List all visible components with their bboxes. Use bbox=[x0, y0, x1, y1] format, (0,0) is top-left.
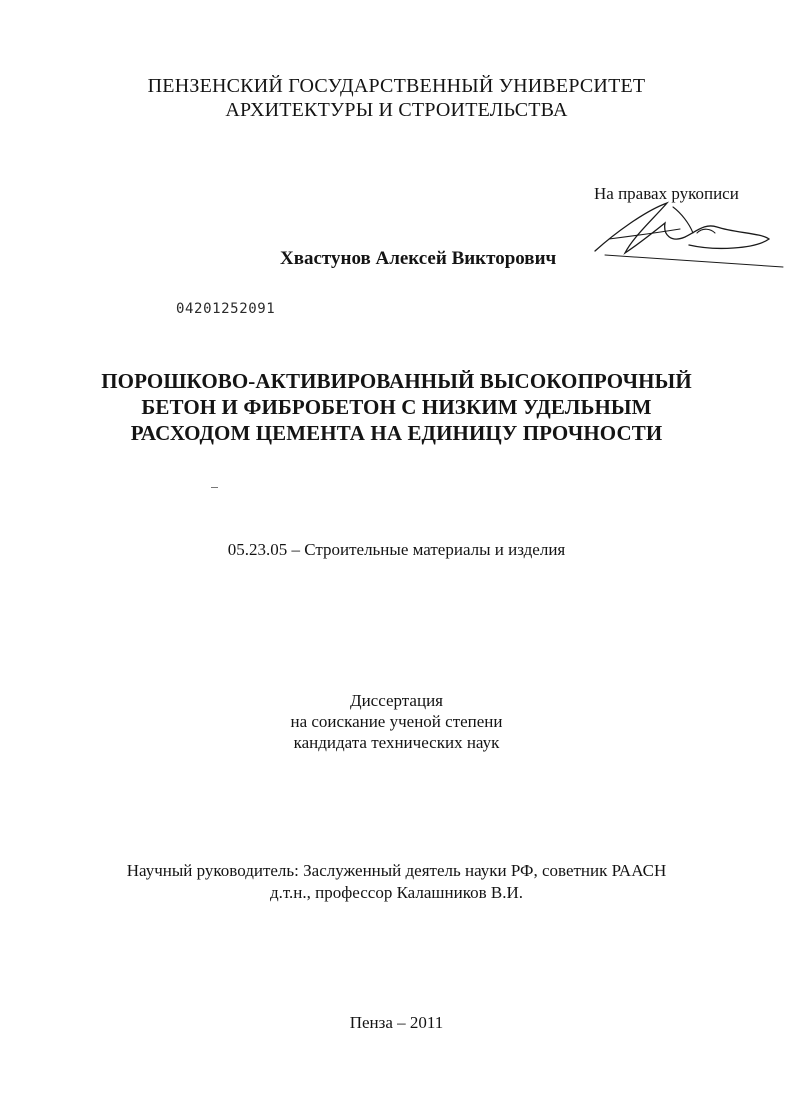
city-year: Пенза – 2011 bbox=[349, 1013, 444, 1032]
title-line-3: РАСХОДОМ ЦЕМЕНТА НА ЕДИНИЦУ ПРОЧНОСТИ bbox=[130, 421, 663, 445]
stray-mark bbox=[211, 487, 218, 488]
title-line-1: ПОРОШКОВО-АКТИВИРОВАННЫЙ ВЫСОКОПРОЧНЫЙ bbox=[101, 369, 692, 393]
manuscript-note: На правах рукописи bbox=[594, 184, 739, 203]
dissertation-title bbox=[0, 368, 793, 446]
specialty-code: 05.23.05 – Строительные материалы и изделия bbox=[227, 540, 566, 559]
dissertation-degree bbox=[0, 690, 793, 753]
title-line-2: БЕТОН И ФИБРОБЕТОН С НИЗКИМ УДЕЛЬНЫМ bbox=[141, 395, 652, 419]
advisor-line-1: Научный руководитель: Заслуженный деятель науки РФ, советник РААСН bbox=[126, 861, 667, 880]
advisor-line-2: д.т.н., профессор Калашников В.И. bbox=[270, 883, 523, 902]
scientific-advisor bbox=[0, 860, 793, 904]
signature-icon bbox=[585, 193, 785, 273]
university-line-1: ПЕНЗЕНСКИЙ ГОСУДАРСТВЕННЫЙ УНИВЕРСИТЕТ bbox=[147, 75, 646, 97]
university-name bbox=[0, 74, 793, 122]
author-name: Хвастунов Алексей Викторович bbox=[280, 248, 557, 269]
registration-number: 04201252091 bbox=[176, 301, 276, 317]
degree-line-2: на соискание ученой степени bbox=[290, 712, 503, 731]
degree-line-1: Диссертация bbox=[349, 691, 443, 710]
university-line-2: АРХИТЕКТУРЫ И СТРОИТЕЛЬСТВА bbox=[225, 99, 568, 121]
degree-line-3: кандидата технических наук bbox=[293, 733, 500, 752]
